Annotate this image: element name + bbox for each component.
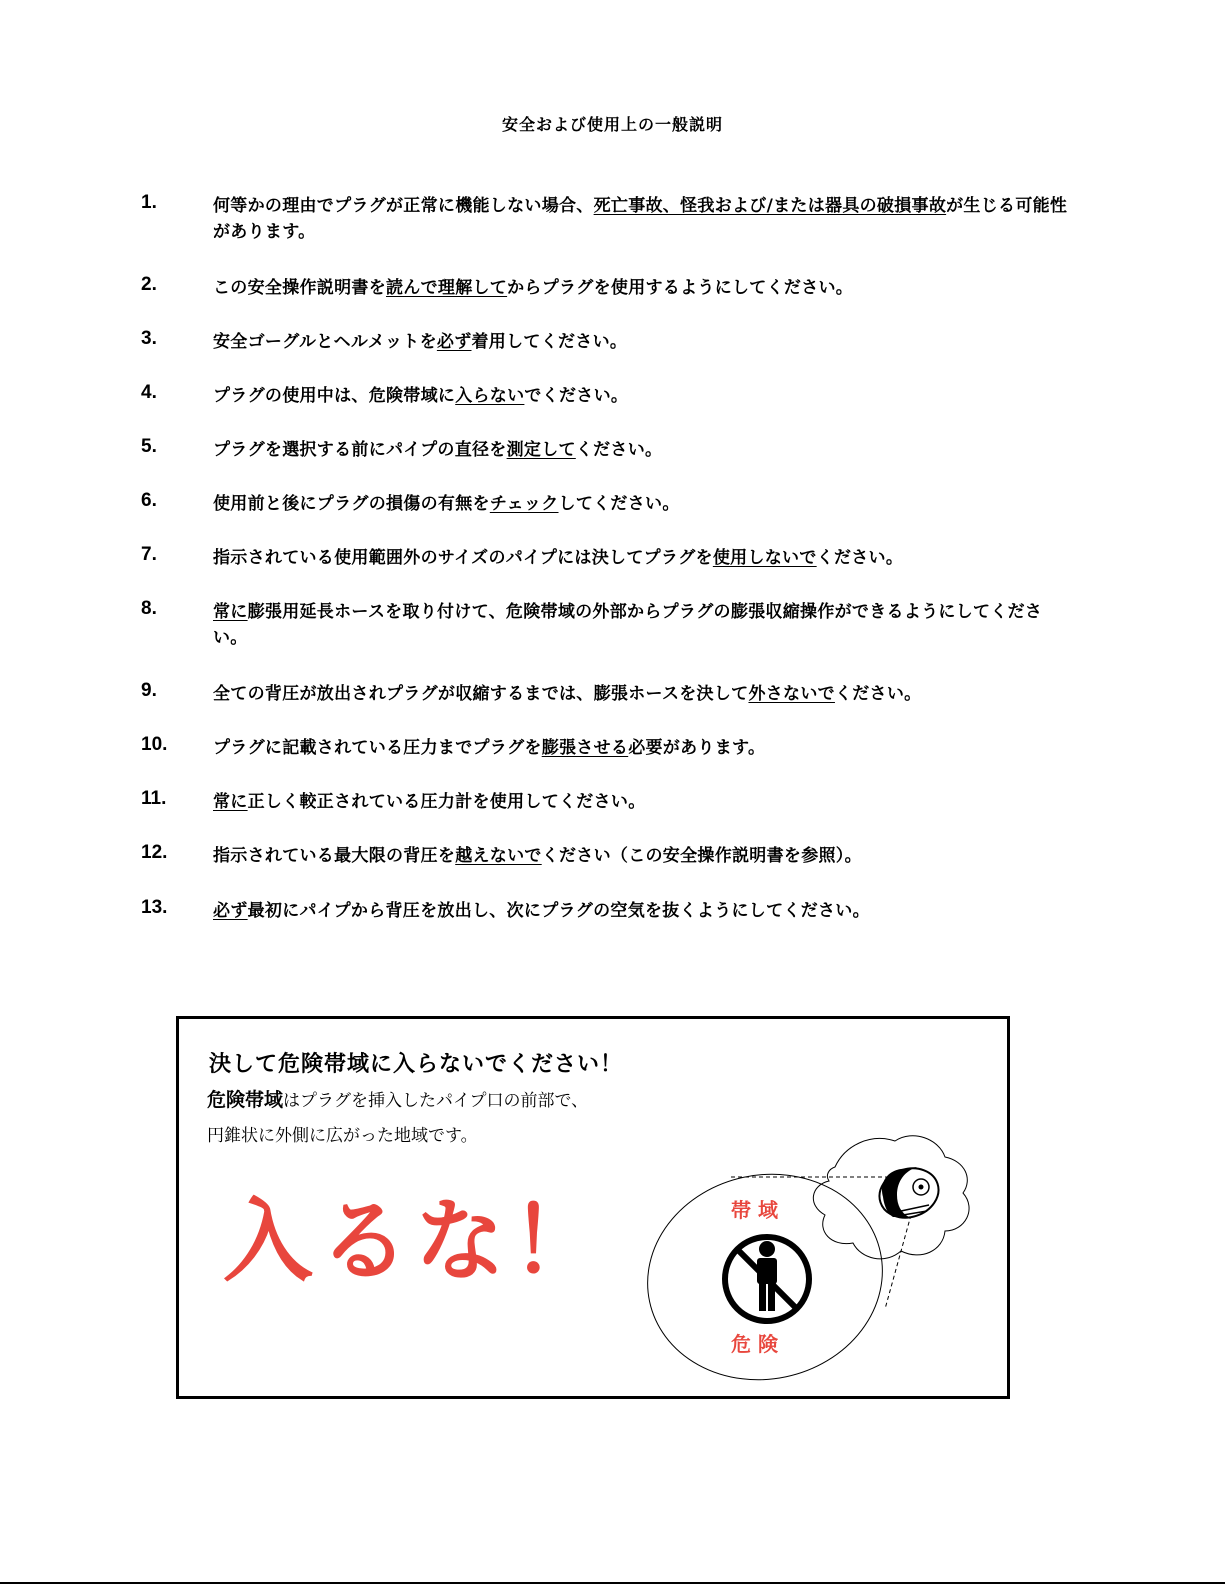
text-segment: プラグを選択する前にパイプの直径を (213, 440, 507, 460)
list-item-text (213, 735, 1073, 761)
list-item-text (213, 491, 1073, 517)
list-item-number: 1. (141, 192, 157, 213)
list-item-number: 13. (141, 897, 168, 918)
list-item-text (213, 193, 1073, 245)
zone-label-top: 帯 域 (731, 1198, 778, 1222)
list-item-text (213, 789, 1073, 815)
text-segment: プラグの使用中は、危険帯域に (213, 386, 456, 406)
emphasized-text: 測定して (506, 440, 576, 460)
list-item-number: 3. (141, 328, 157, 349)
list-item-text (213, 843, 1073, 869)
danger-zone-term: 危険帯域 (207, 1089, 284, 1111)
warning-description-line-1 (207, 1085, 588, 1112)
zone-label-bottom: 危 険 (731, 1332, 778, 1356)
no-entry-text: 入るな！ (223, 1189, 607, 1294)
list-item-number: 4. (141, 382, 157, 403)
text-segment: 最初にパイプから背圧を放出し、次にプラグの空気を抜くようにしてください。 (247, 901, 870, 921)
emphasized-text: 必ず (436, 332, 472, 352)
emphasized-text: 常に (213, 602, 248, 622)
text-segment: 何等かの理由でプラグが正常に機能しない場合、 (213, 196, 594, 216)
emphasized-text: 外さないで (748, 684, 835, 704)
list-item-number: 6. (141, 490, 157, 511)
text-segment: ください。 (575, 440, 663, 460)
emphasized-text: 入らない (455, 386, 525, 406)
emphasized-text: 必ず (213, 901, 248, 921)
emphasized-text: 使用しないで (712, 548, 817, 568)
list-item-text (213, 329, 1073, 355)
text-segment: 膨張用延長ホースを取り付けて、危険帯域の外部からプラグの膨張収縮操作ができるようにしてください。 (213, 602, 1043, 648)
page-title: 安全および使用上の一般説明 (501, 115, 723, 134)
list-item-number: 11. (141, 788, 167, 809)
text-segment: 安全ゴーグルとヘルメットを (213, 332, 437, 352)
list-item-text (213, 599, 1073, 651)
list-item-number: 7. (141, 544, 157, 565)
text-segment: ください（この安全操作説明書を参照）。 (541, 846, 862, 866)
text-segment: 全ての背圧が放出されプラグが収縮するまでは、膨張ホースを決して (213, 684, 749, 704)
emphasized-text: 読んで理解して (386, 278, 508, 298)
pipe-plug-icon (873, 1161, 945, 1225)
text-segment: 必要があります。 (628, 738, 766, 758)
list-item-text (213, 898, 1073, 924)
text-segment: プラグに記載されている圧力までプラグを (213, 738, 542, 758)
list-item-number: 2. (141, 274, 157, 295)
text-segment: が生じる可能性があります。 (213, 196, 1068, 242)
text-segment: 着用してください。 (471, 332, 628, 352)
list-item-number: 10. (141, 734, 168, 755)
emphasized-text: 膨張させる (541, 738, 629, 758)
list-item-text (213, 383, 1073, 409)
list-item-text (213, 275, 1073, 301)
text-segment: 使用前と後にプラグの損傷の有無を (213, 494, 490, 514)
list-item-number: 9. (141, 680, 157, 701)
text-segment: 正しく較正されている圧力計を使用してください。 (247, 792, 646, 812)
list-item-number: 5. (141, 436, 157, 457)
emphasized-text: チェック (489, 494, 559, 514)
list-item-text (213, 437, 1073, 463)
warning-description-rest: はプラグを挿入したパイプ口の前部で、 (283, 1091, 589, 1111)
text-segment: からプラグを使用するようにしてください。 (507, 278, 854, 298)
page-bottom-rule (0, 1582, 1225, 1584)
list-item-text (213, 681, 1073, 707)
text-segment: 指示されている使用範囲外のサイズのパイプには決してプラグを (213, 548, 713, 568)
list-item-number: 12. (141, 842, 168, 863)
no-person-icon (725, 1237, 809, 1321)
text-segment: ください。 (834, 684, 922, 704)
emphasized-text: 死亡事故、怪我および/または器具の破損事故 (593, 196, 947, 216)
danger-zone-illustration (639, 1127, 979, 1397)
text-segment: でください。 (524, 386, 629, 406)
emphasized-text: 越えないで (455, 846, 542, 866)
text-segment: この安全操作説明書を (213, 278, 386, 298)
text-segment: 指示されている最大限の背圧を (213, 846, 456, 866)
warning-box (176, 1016, 1010, 1399)
list-item-number: 8. (141, 598, 157, 619)
text-segment: ください。 (816, 548, 904, 568)
warning-description-line-2: 円錐状に外側に広がった地域です。 (207, 1126, 478, 1146)
emphasized-text: 常に (213, 792, 248, 812)
warning-heading: 決して危険帯域に入らないでください！ (209, 1052, 624, 1077)
text-segment: してください。 (558, 494, 680, 514)
list-item-text (213, 545, 1073, 571)
